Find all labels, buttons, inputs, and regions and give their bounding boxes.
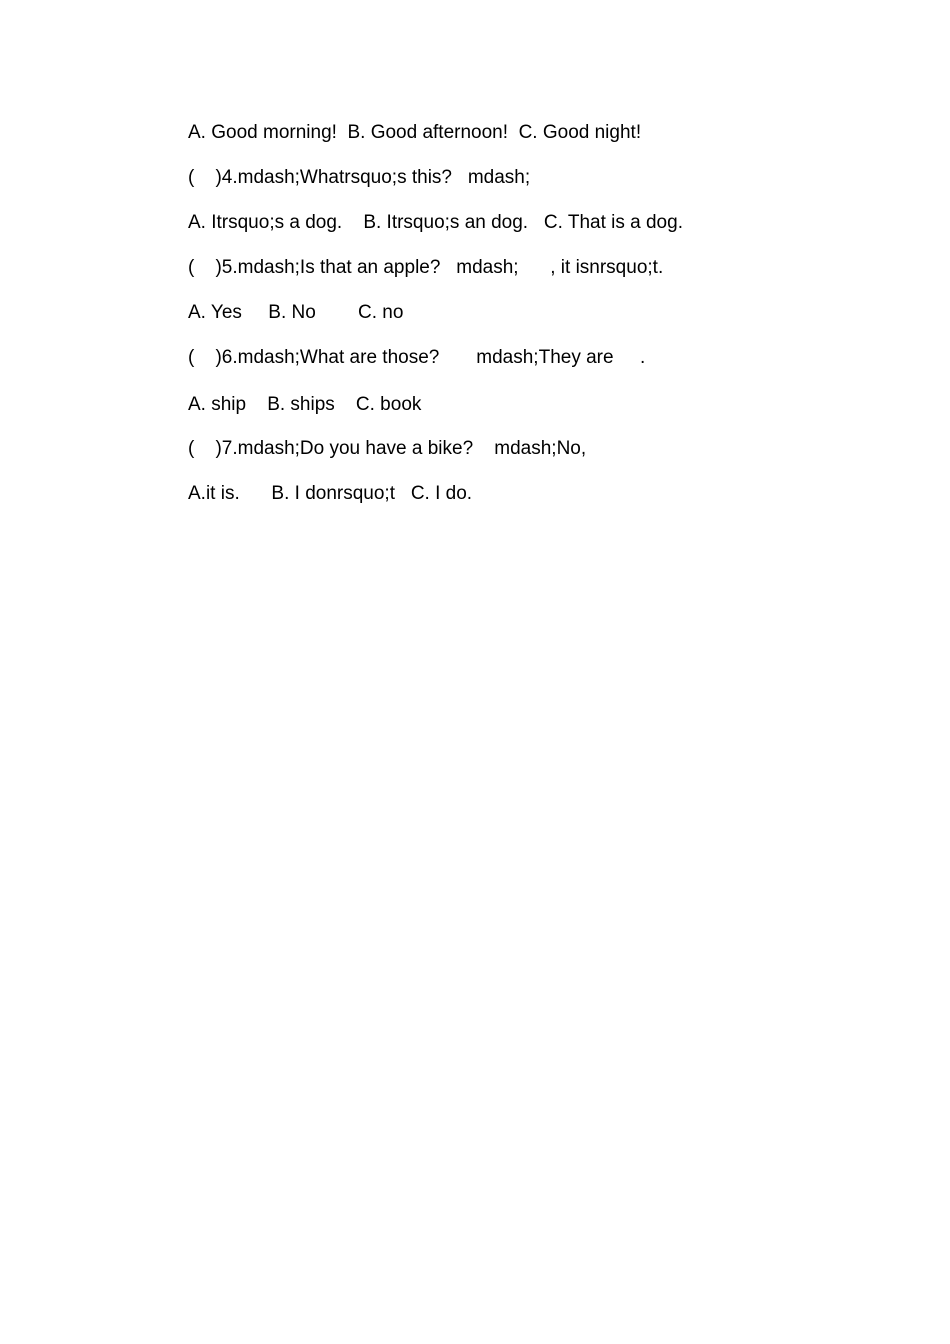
options-line-4: A. Itrsquo;s a dog. B. Itrsquo;s an dog. C. That is a dog. bbox=[188, 212, 683, 233]
question-7: ( )7.mdash;Do you have a bike? mdash;No, bbox=[188, 438, 587, 459]
options-line-5: A. Yes B. No C. no bbox=[188, 302, 404, 323]
question-5: ( )5.mdash;Is that an apple? mdash; , it isnrsquo;t. bbox=[188, 257, 664, 278]
options-line-6: A. ship B. ships C. book bbox=[188, 394, 422, 415]
options-line-3: A. Good morning! B. Good afternoon! C. Good night! bbox=[188, 122, 642, 143]
question-6: ( )6.mdash;What are those? mdash;They are . bbox=[188, 347, 646, 368]
options-line-7: A.it is. B. I donrsquo;t C. I do. bbox=[188, 483, 473, 504]
question-4: ( )4.mdash;Whatrsquo;s this? mdash; bbox=[188, 167, 531, 188]
